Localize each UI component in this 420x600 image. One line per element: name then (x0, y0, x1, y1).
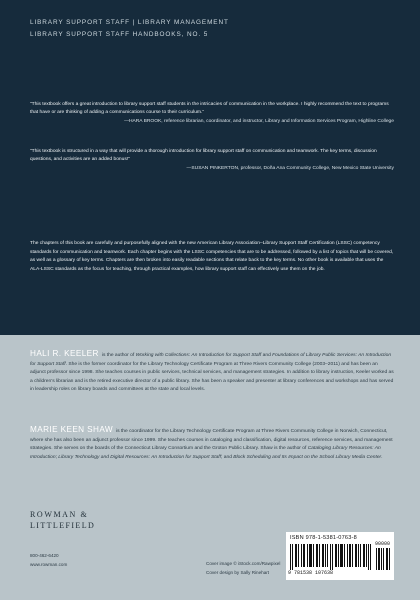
publisher-website: www.rowman.com (30, 561, 68, 567)
endorsement-quote-2 (30, 148, 394, 173)
author-name: HALI R. KEELER (30, 349, 99, 358)
design-credit: Cover design by Sally Rinehart (206, 569, 270, 575)
publisher-logo-line-1: ROWMAN & (30, 510, 89, 519)
publisher-contact (30, 552, 67, 569)
bio-text: . (381, 454, 383, 460)
barcode-bars (290, 544, 390, 570)
barcode-digits: 9 781538 107638 (288, 570, 334, 576)
author-bio-keeler (30, 350, 394, 395)
bio-text: . She is the former coordinator for the Library Technology Certificate Program at Three Rivers Community College (2003–2011) and has been an adjunct professor since 1998. She teaches courses in public services, technical services, and management strategies. In addition to library instruction, Keeler worked as a children’s librarian and is the retired executive director of a public library. She has been a speaker and presenter at library conferences and workshops and has served in leadership roles on library boards and committees at the state and local levels. (30, 361, 394, 393)
author-name: MARIE KEEN SHAW (30, 425, 114, 434)
isbn-number: ISBN 978-1-5381-0763-8 (290, 535, 357, 541)
bio-text: and (261, 353, 273, 358)
barcode-addon: 90000 (374, 541, 390, 547)
bio-text: is the author of (101, 353, 136, 358)
publisher-logo (30, 509, 95, 531)
book-title: Library Technology and Digital Resources: An Introduction for Support Staff (58, 454, 222, 460)
endorsement-quote-1 (30, 101, 394, 126)
isbn-barcode (286, 532, 394, 580)
quote-text: “This textbook offers a great introduction to library support staff students in the intricacies of communication in the workplace. I highly recommend the text to programs that have or are thinking of adding a communications course to their curriculum.” (30, 102, 389, 116)
quote-attribution: —HARA BROOK, reference librarian, coordinator, and instructor, Library and Information Services Program, Highline College (124, 118, 394, 124)
quote-text: “This textbook is structured in a way that will provide a thorough introduction for library support staff on communication and teamwork. The key terms, discussion questions, and activities are an added bonus!” (30, 149, 377, 163)
author-bio-shaw (30, 426, 394, 462)
image-credit: Cover image © iStock.com/Rawpixel (206, 561, 281, 566)
book-title: Cataloging Library Resources: An Introduction (30, 446, 381, 460)
series-line-1: LIBRARY SUPPORT STAFF | LIBRARY MANAGEMENT (30, 19, 229, 26)
series-line-2: LIBRARY SUPPORT STAFF HANDBOOKS, NO. 5 (30, 31, 209, 38)
bio-text: is the coordinator for the Library Technology Certificate Program at Three Rivers Community College in Norwich, Connecticut, where she has also been an adjunct professor since 1999. She teaches courses in cataloging and classification, digital resources, reference services, and management strategies. She serves on the boards of the Connecticut Library Consortium and the Groton Public Library. Shaw is the author of (30, 429, 393, 452)
book-summary: The chapters of this book are carefully and purposefully aligned with the new American Library Association–Library Support Staff Certification (LSSC) competency standards for communication and teamwork. Each chapter begins with the LSSC competencies that are to be addressed, followed by a list of topics that will be covered, as well as a glossary of key terms. Chapters are then broken into easily readable sections that relate back to the key terms. No other book is available that uses the ALA-LSSC standards as the focus for teaching, through practical examples, how library support staff can effectively use them on the job. (30, 241, 394, 272)
book-title: Working with Collections: An Introduction for Support Staff (135, 353, 262, 358)
book-title: Foundations of Library Public Services: An Introduction for Support Staff (30, 353, 392, 367)
series-header (30, 17, 229, 41)
quote-attribution: —SUSAN PINKERTON, professor, Doña Ana Community College, New Mexico State University (186, 165, 394, 171)
publisher-phone: 800-462-6420 (30, 553, 59, 558)
bio-text: ; and (221, 454, 234, 460)
cover-credits (206, 560, 280, 577)
book-title: Block Scheduling and Its Impact on the School Library Media Center (233, 454, 382, 460)
publisher-logo-line-2: LITTLEFIELD (30, 521, 96, 530)
bio-text: ; (55, 454, 59, 460)
